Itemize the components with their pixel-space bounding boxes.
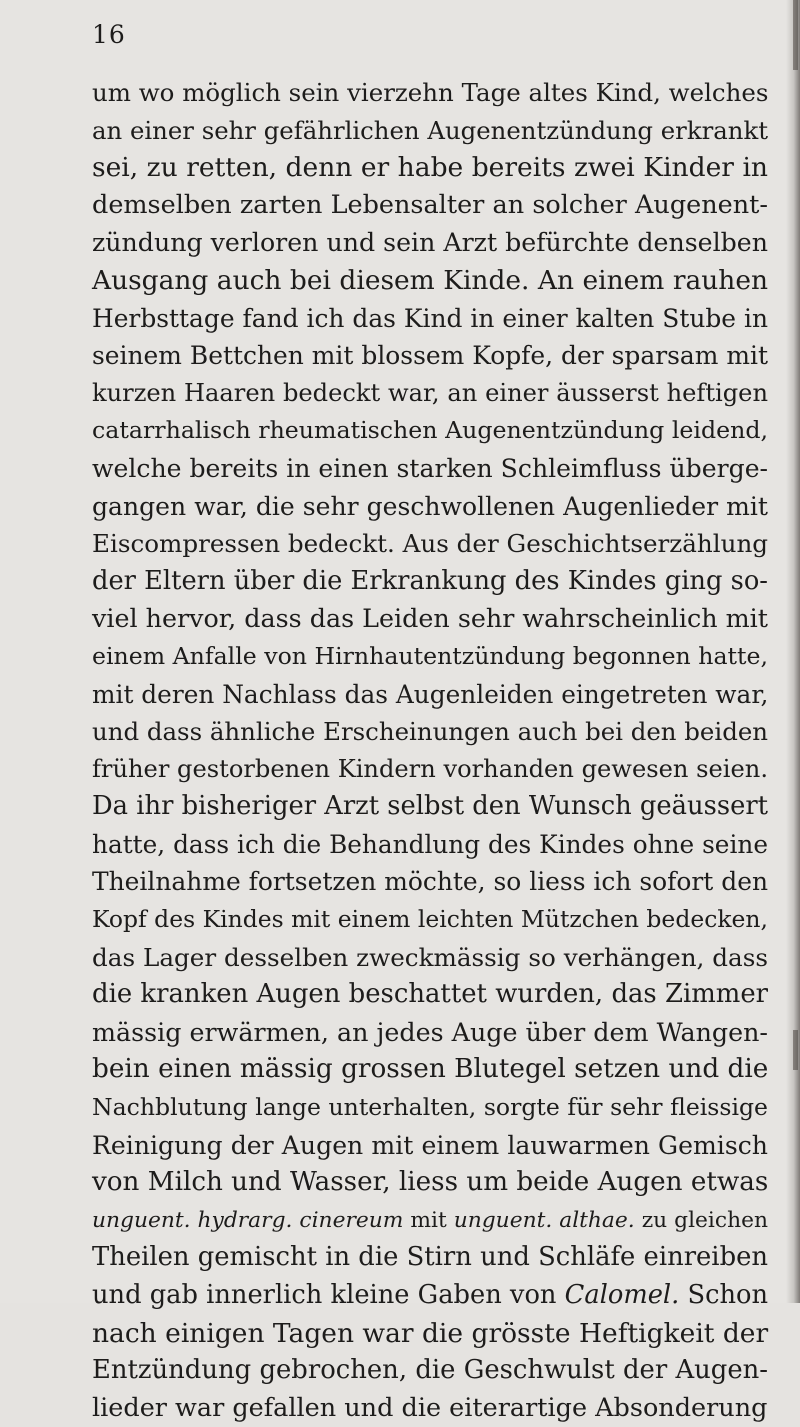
page-number: 16 [92, 20, 126, 49]
text-line [92, 1352, 768, 1390]
text-segment: kurzen Haaren bedeckt war, an einer äusserst heftigen [92, 378, 768, 407]
text-line [92, 187, 768, 225]
text-segment: zündung verloren und sein Arzt befürchte denselben [92, 228, 768, 258]
italic-text: unguent. hydrarg. cinereum [92, 1207, 404, 1233]
text-line [92, 638, 768, 676]
text-line [92, 1315, 768, 1353]
italic-text: Calomel. [564, 1280, 680, 1310]
text-segment: das Lager desselben zweckmässig so verhängen, dass [92, 942, 768, 972]
text-segment: nach einigen Tagen war die grösste Heftigkeit der [92, 1317, 769, 1349]
text-segment: hatte, dass ich die Behandlung des Kindes ohne seine [92, 829, 768, 859]
text-segment: um wo möglich sein vierzehn Tage altes Kind, welches [92, 78, 769, 107]
text-segment: Nachblutung lange unterhalten, sorgte für sehr fleissige [92, 1093, 768, 1122]
text-segment: und dass ähnliche Erscheinungen auch bei den beiden [92, 717, 769, 747]
italic-text: unguent. althae. [453, 1207, 635, 1233]
text-line [92, 224, 768, 262]
text-segment: mit [403, 1207, 454, 1233]
text-segment: demselben zarten Lebensalter an solcher Augenent- [92, 189, 768, 220]
text-segment: Theilnahme fortsetzen möchte, so liess ich sofort den [92, 867, 768, 897]
text-segment: catarrhalisch rheumatischen Augenentzündung leidend, [92, 416, 768, 445]
text-line [92, 337, 768, 375]
text-segment: früher gestorbenen Kindern vorhanden gewesen seien. [92, 754, 768, 783]
text-segment: die kranken Augen beschattet wurden, das Zimmer [92, 979, 768, 1010]
page-edge-mark [793, 1030, 798, 1070]
text-segment: zu gleichen [634, 1207, 769, 1233]
text-line [92, 1127, 768, 1165]
text-line [92, 713, 768, 751]
text-line [92, 600, 768, 638]
text-segment: seinem Bettchen mit blossem Kopfe, der sparsam mit [92, 341, 768, 371]
text-line [92, 863, 768, 901]
text-line [92, 563, 768, 601]
text-segment: einem Anfalle von Hirnhautentzündung begonnen hatte, [92, 641, 769, 670]
text-segment: bein einen mässig grossen Blutegel setzen und die [92, 1054, 769, 1085]
text-segment: Theilen gemischt in die Stirn und Schläfe einreiben [92, 1242, 768, 1273]
text-line [92, 1014, 768, 1052]
text-line [92, 1051, 768, 1089]
text-line [92, 525, 768, 563]
text-line [92, 826, 768, 864]
text-line [92, 751, 768, 789]
text-segment: der Eltern über die Erkrankung des Kindes ging so- [92, 565, 768, 596]
text-segment: Schon [679, 1280, 769, 1310]
text-line [92, 450, 768, 488]
text-line [92, 74, 768, 112]
text-segment: an einer sehr gefährlichen Augenentzündung erkrankt [92, 115, 768, 145]
text-line [92, 149, 768, 187]
text-segment: mässig erwärmen, an jedes Auge über dem Wangen- [92, 1016, 768, 1047]
text-line [92, 788, 768, 826]
text-segment: und gab innerlich kleine Gaben von [92, 1280, 565, 1310]
text-segment: lieder war gefallen und die eiterartige Absonderung [92, 1392, 768, 1423]
text-line [92, 1164, 768, 1202]
text-line [92, 976, 768, 1014]
text-segment: Ausgang auch bei diesem Kinde. An einem rauhen [92, 264, 768, 296]
text-line [92, 1277, 768, 1315]
text-line [92, 901, 768, 939]
text-segment: gangen war, die sehr geschwollenen Augenlieder mit [92, 491, 768, 521]
text-segment: sei, zu retten, denn er habe bereits zwei Kinder in [92, 152, 768, 184]
text-segment: Da ihr bisheriger Arzt selbst den Wunsch geäussert [92, 791, 768, 822]
text-segment: viel hervor, dass das Leiden sehr wahrscheinlich mit [92, 603, 768, 634]
page-edge-mark [793, 0, 798, 70]
text-line [92, 1239, 768, 1277]
text-segment: Herbsttage fand ich das Kind in einer kalten Stube in [92, 303, 768, 333]
text-line [92, 300, 768, 338]
text-segment: Kopf des Kindes mit einem leichten Mützchen bedecken, [92, 905, 768, 934]
text-segment: Entzündung gebrochen, die Geschwulst der Augen- [92, 1355, 768, 1386]
page-edge-shadow [786, 0, 800, 1303]
body-text [92, 74, 768, 1427]
text-line [92, 1089, 768, 1127]
text-line [92, 262, 768, 300]
text-line [92, 676, 768, 714]
text-line [92, 375, 768, 413]
text-segment: von Milch und Wasser, liess um beide Augen etwas [92, 1167, 769, 1198]
text-segment: Eiscompressen bedeckt. Aus der Geschichtserzählung [92, 529, 769, 559]
text-segment: welche bereits in einen starken Schleimfluss überge- [92, 453, 769, 483]
text-line [92, 939, 768, 977]
text-segment: Reinigung der Augen mit einem lauwarmen Gemisch [92, 1130, 768, 1160]
text-line [92, 1202, 768, 1240]
text-segment: mit deren Nachlass das Augenleiden eingetreten war, [92, 679, 769, 709]
text-line [92, 412, 768, 450]
text-line [92, 488, 768, 526]
text-line [92, 1390, 768, 1427]
text-line [92, 112, 768, 150]
